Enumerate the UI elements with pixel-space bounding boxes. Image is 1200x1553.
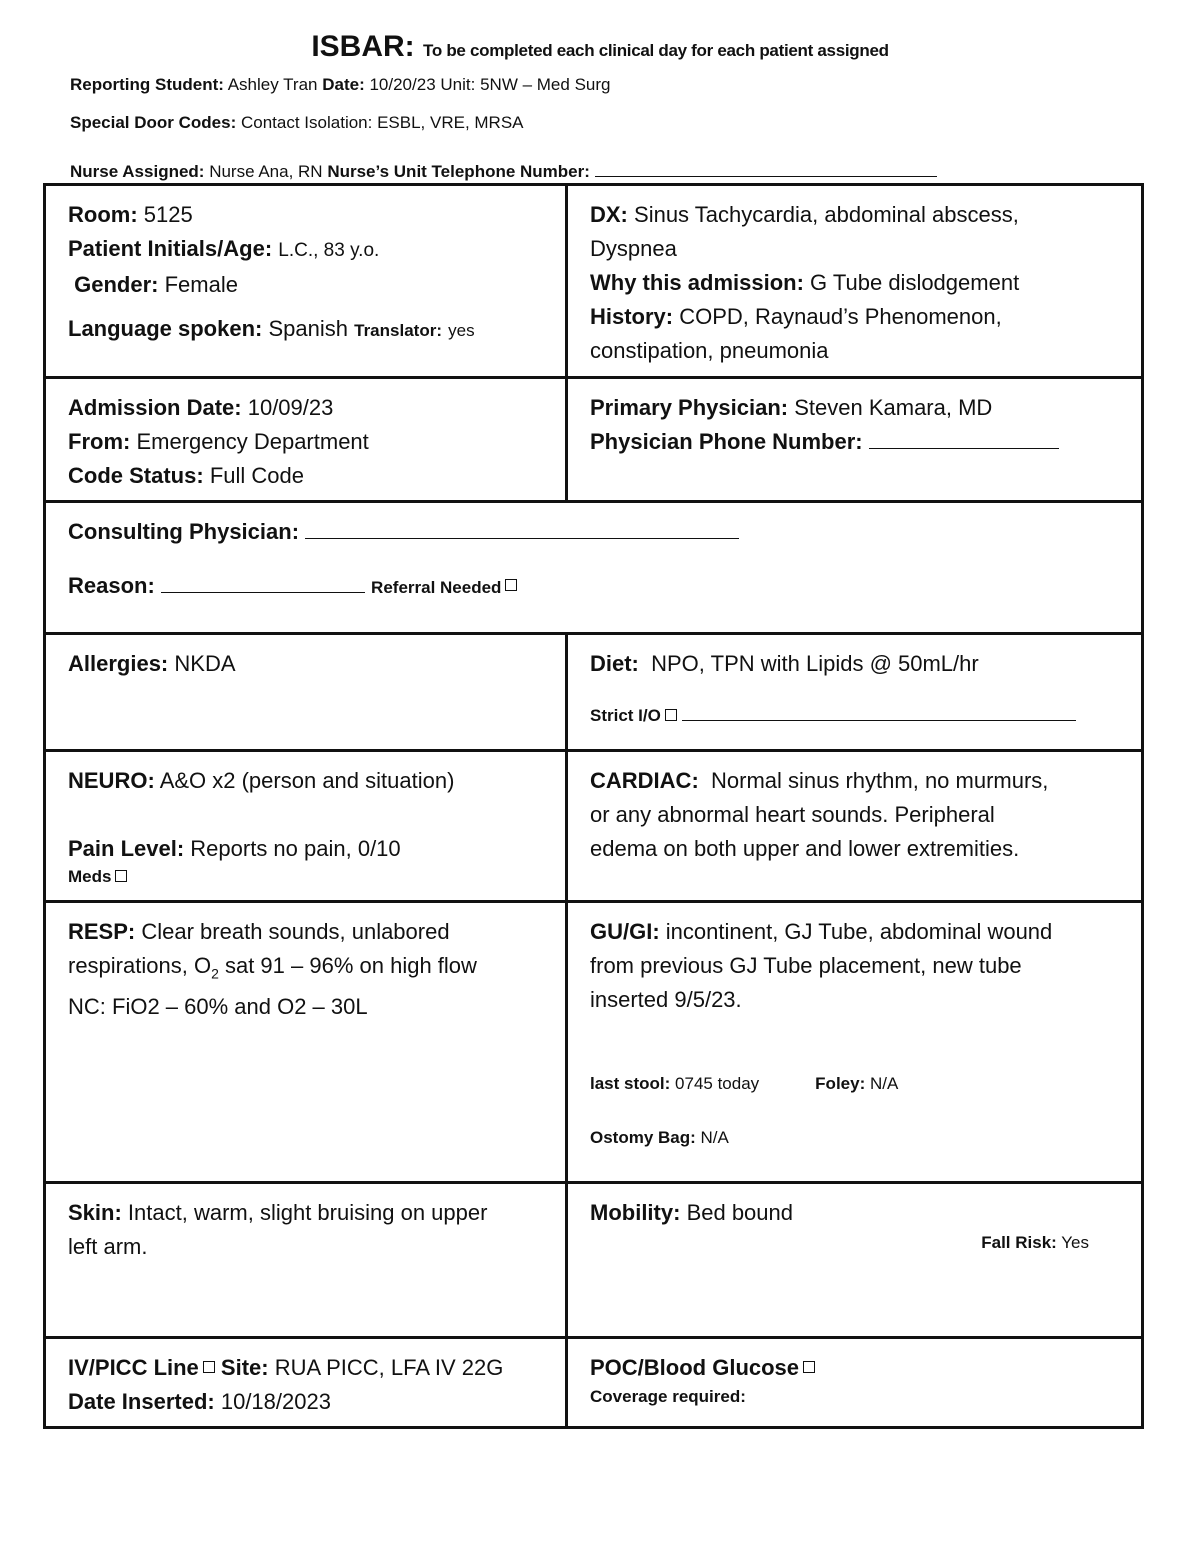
strict-io-label: Strict I/O [590,706,661,725]
meds-checkbox[interactable] [115,870,127,882]
physician-phone-label: Physician Phone Number: [590,429,863,454]
primary-physician-label: Primary Physician: [590,395,789,420]
gugi-value: incontinent, GJ Tube, abdominal wound [665,919,1053,944]
diagnosis-cell [567,185,1143,378]
gugi-cell [567,902,1143,1183]
site-label: Site: [220,1355,269,1380]
resp-value: Clear breath sounds, unlabored [141,919,450,944]
pain-level-label: Pain Level: [68,836,185,861]
row-iv-glucose [45,1338,1143,1428]
unit-label: Unit: [440,75,476,94]
row-skin-mobility [45,1183,1143,1338]
last-stool-value: 0745 today [675,1074,760,1093]
reporting-line [70,75,610,95]
history-value-cont: constipation, pneumonia [590,338,829,363]
initials-label: Patient Initials/Age: [68,236,273,261]
referral-needed-label: Referral Needed [371,578,502,597]
why-admission-label: Why this admission: [590,270,804,295]
fall-risk-value: Yes [1061,1233,1089,1252]
skin-value: Intact, warm, slight bruising on upper [127,1200,488,1225]
dx-value-cont: Dyspnea [590,236,677,261]
resp-value-cont2: NC: FiO2 – 60% and O2 – 30L [68,994,368,1020]
door-codes-value: Contact Isolation: ESBL, VRE, MRSA [241,113,524,132]
allergies-value: NKDA [174,651,236,676]
foley-value: N/A [869,1074,899,1093]
from-value: Emergency Department [136,429,369,454]
meds-label: Meds [68,867,112,886]
ostomy-bag-label: Ostomy Bag: [590,1128,696,1147]
door-codes-line [70,113,524,133]
fall-risk-label: Fall Risk: [981,1233,1057,1252]
row-patient [45,185,1143,378]
site-value: RUA PICC, LFA IV 22G [274,1355,504,1380]
admission-cell [45,378,567,502]
allergies-label: Allergies: [68,651,169,676]
patient-cell [45,185,567,378]
room-label: Room: [68,202,138,227]
subtitle-text: To be completed each clinical day for each patient assigned [423,41,889,60]
row-consult [45,502,1143,634]
strict-io-blank[interactable] [682,704,1076,721]
translator-value: yes [448,321,475,340]
dx-label: DX: [590,202,628,227]
code-status-value: Full Code [209,463,304,488]
coverage-required-label: Coverage required: [590,1387,746,1406]
pain-level-value: Reports no pain, 0/10 [190,836,401,861]
why-admission-value: G Tube dislodgement [810,270,1020,295]
o2-subscript: 2 [211,965,219,982]
diet-label: Diet: [590,651,639,676]
resp-value-cont-b: sat 91 – 96% on high flow [218,953,477,978]
nurse-value: Nurse Ana, RN [209,162,323,181]
cardiac-value-cont2: edema on both upper and lower extremities. [590,836,1020,861]
cardiac-label: CARDIAC: [590,768,699,793]
consulting-physician-label: Consulting Physician: [68,519,300,544]
consult-cell [45,502,1143,634]
reason-blank[interactable] [161,576,365,593]
blood-glucose-label: POC/Blood Glucose [590,1355,800,1380]
allergies-cell [45,634,567,751]
last-stool-label: last stool: [590,1074,671,1093]
nurse-label: Nurse Assigned: [70,162,205,181]
skin-cell [45,1183,567,1338]
admission-date-label: Admission Date: [68,395,242,420]
resp-value-cont: respirations, O [68,953,212,978]
dx-value: Sinus Tachycardia, abdominal abscess, [634,202,1019,227]
gender-label: Gender: [74,272,159,297]
row-neuro-cardiac [45,751,1143,902]
referral-checkbox[interactable] [505,579,517,591]
nurse-line [70,160,937,182]
unit-phone-label: Nurse’s Unit Telephone Number: [327,162,590,181]
glucose-cell [567,1338,1143,1428]
history-label: History: [590,304,674,329]
code-status-label: Code Status: [68,463,204,488]
language-value: Spanish [268,316,348,341]
primary-physician-value: Steven Kamara, MD [794,395,993,420]
language-label: Language spoken: [68,316,263,341]
date-inserted-value: 10/18/2023 [220,1389,331,1414]
cardiac-value-cont: or any abnormal heart sounds. Peripheral [590,802,995,827]
resp-label: RESP: [68,919,136,944]
mobility-cell [567,1183,1143,1338]
reason-label: Reason: [68,573,155,598]
title-text: ISBAR: [311,30,415,63]
from-label: From: [68,429,131,454]
iv-picc-checkbox[interactable] [203,1361,215,1373]
skin-value-cont: left arm. [68,1234,148,1259]
admission-date-value: 10/09/23 [247,395,334,420]
neuro-label: NEURO: [68,768,155,793]
resp-cell [45,902,567,1183]
cardiac-cell [567,751,1143,902]
row-resp-gugi [45,902,1143,1183]
foley-label: Foley: [815,1074,866,1093]
neuro-value: A&O x2 (person and situation) [159,768,455,793]
isbar-grid [43,183,1144,1429]
gugi-label: GU/GI: [590,919,660,944]
consulting-physician-blank[interactable] [305,522,739,539]
iv-cell [45,1338,567,1428]
reporting-student-label: Reporting Student: [70,75,224,94]
reporting-student-value: Ashley Tran [227,75,318,94]
mobility-label: Mobility: [590,1200,681,1225]
row-allergies-diet [45,634,1143,751]
neuro-cell [45,751,567,902]
mobility-value: Bed bound [686,1200,793,1225]
form-title [0,30,1200,64]
translator-label: Translator: [354,321,442,340]
physician-cell [567,378,1143,502]
skin-label: Skin: [68,1200,122,1225]
room-value: 5125 [143,202,193,227]
door-codes-label: Special Door Codes: [70,113,237,132]
date-label: Date: [322,75,365,94]
iv-picc-label: IV/PICC Line [68,1355,199,1380]
initials-value: L.C., 83 y.o. [278,240,380,261]
blood-glucose-checkbox[interactable] [803,1361,815,1373]
date-inserted-label: Date Inserted: [68,1389,215,1414]
cardiac-value: Normal sinus rhythm, no murmurs, [711,768,1049,793]
unit-value: 5NW – Med Surg [480,75,611,94]
diet-cell [567,634,1143,751]
date-value: 10/20/23 [369,75,436,94]
gender-value: Female [164,272,238,297]
ostomy-bag-value: N/A [700,1128,729,1147]
gugi-value-cont2: inserted 9/5/23. [590,987,742,1012]
row-admission [45,378,1143,502]
history-value: COPD, Raynaud’s Phenomenon, [679,304,1002,329]
gugi-value-cont: from previous GJ Tube placement, new tube [590,953,1022,978]
unit-phone-blank[interactable] [595,160,937,177]
diet-value: NPO, TPN with Lipids @ 50mL/hr [651,651,979,676]
strict-io-checkbox[interactable] [665,709,677,721]
physician-phone-blank[interactable] [869,432,1059,449]
